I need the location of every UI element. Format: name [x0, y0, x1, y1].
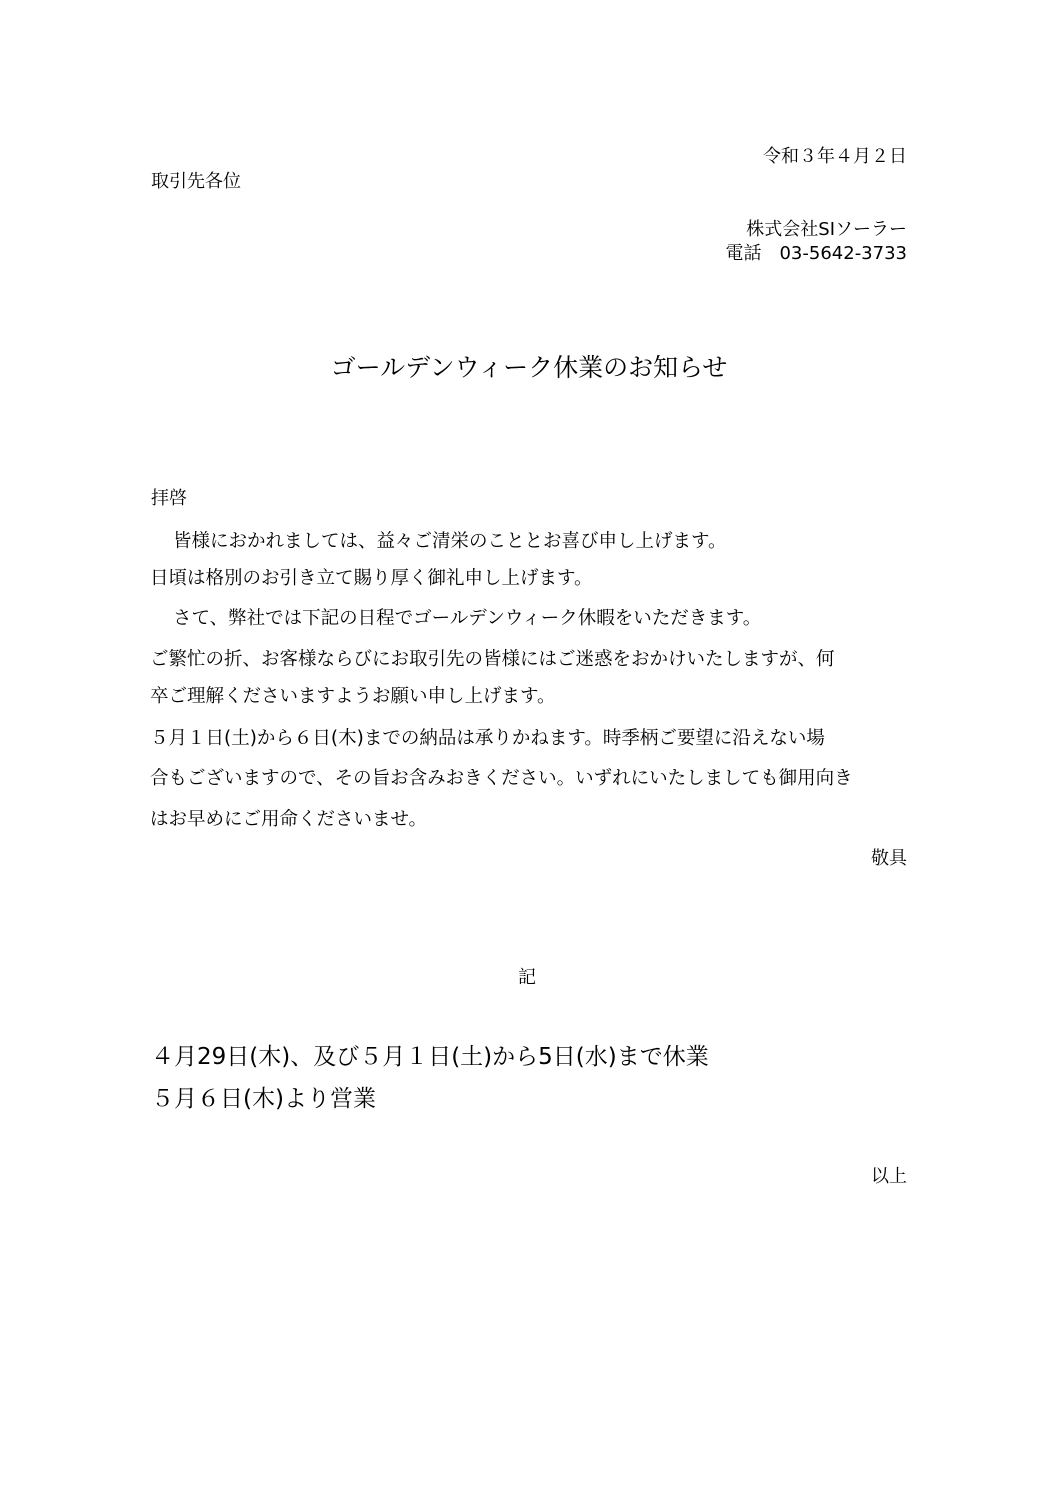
opening-salutation: 拝啓 — [151, 488, 187, 509]
letter-date: 令和３年４月２日 — [763, 146, 907, 167]
body-line: ５月１日(土)から６日(木)までの納品は承りかねます。時季柄ご要望に沿えない場 — [150, 728, 825, 749]
schedule-line-closure: ４月29日(木)、及び５月１日(土)から5日(水)まで休業 — [151, 1044, 709, 1070]
company-name: 株式会社SIソーラー — [746, 219, 907, 240]
notes-heading: 記 — [518, 967, 536, 988]
notice-title: ゴールデンウィーク休業のお知らせ — [330, 353, 728, 382]
body-line: 卒ご理解くださいますようお願い申し上げます。 — [150, 686, 556, 707]
body-line: さて、弊社では下記の日程でゴールデンウィーク休暇をいただきます。 — [173, 608, 762, 629]
body-line: 皆様におかれましては、益々ご清栄のこととお喜び申し上げます。 — [173, 531, 727, 552]
schedule-line-reopen: ５月６日(木)より営業 — [151, 1086, 376, 1112]
body-line: 合もございますので、その旨お含みおきください。いずれにいたしましても御用向き — [150, 768, 853, 789]
company-phone: 電話 03-5642-3733 — [725, 243, 907, 264]
body-line: 日頃は格別のお引き立て賜り厚く御礼申し上げます。 — [150, 568, 593, 589]
body-line: はお早めにご用命くださいませ。 — [150, 809, 427, 830]
recipient-line: 取引先各位 — [151, 171, 241, 192]
end-mark: 以上 — [871, 1166, 907, 1187]
body-line: ご繁忙の折、お客様ならびにお取引先の皆様にはご迷惑をおかけいたしますが、何 — [150, 649, 835, 670]
closing-salutation: 敬具 — [871, 848, 907, 869]
